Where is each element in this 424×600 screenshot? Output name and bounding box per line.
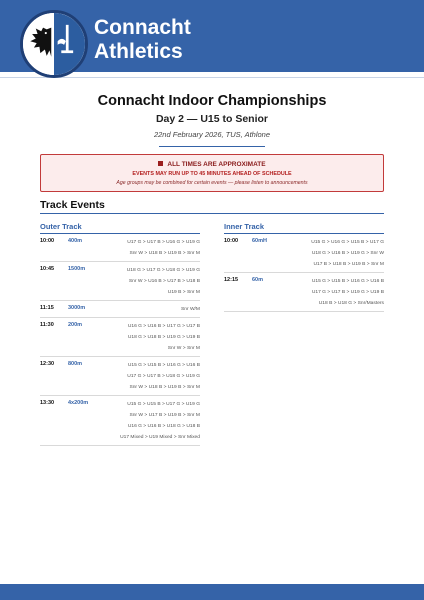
event-time: 11:30 xyxy=(40,322,54,328)
brand-line-2: Athletics xyxy=(94,40,183,63)
age-group-order xyxy=(104,360,200,393)
event-name: 4x200m xyxy=(68,400,89,406)
inner-event-list xyxy=(224,234,384,312)
age-group-line: U18 G > U16 B > U19 G > Snr W xyxy=(311,251,384,256)
title-divider xyxy=(159,146,265,147)
timing-notice xyxy=(40,154,384,192)
age-group-line: U17 G > U17 B > U18 G > U19 G xyxy=(127,374,200,379)
age-group-order xyxy=(104,265,200,298)
age-group-line: Snr W > U18 B > U19 B > Snr M xyxy=(129,251,200,256)
date-venue: 22nd February 2026, TUS, Athlone xyxy=(153,130,271,139)
column-title-outer: Outer Track xyxy=(40,222,82,231)
age-group-line: U15 G > U15 B > U16 G > U16 B xyxy=(311,279,384,284)
page-title: Connacht Indoor Championships xyxy=(97,93,327,109)
event-row xyxy=(40,301,200,318)
age-group-line: Snr W > U18 B > U19 B > Snr M xyxy=(129,385,200,390)
brand-name xyxy=(94,16,191,64)
event-row xyxy=(224,234,384,273)
event-time: 13:30 xyxy=(40,400,55,406)
connacht-athletics-logo xyxy=(20,10,88,78)
age-group-order xyxy=(288,237,384,270)
footer-bar xyxy=(0,584,424,600)
event-time: 11:15 xyxy=(40,305,54,311)
age-group-line: U19 B > Snr M xyxy=(167,290,200,295)
eagle-and-sword-icon xyxy=(23,13,85,75)
event-time: 10:00 xyxy=(40,238,55,244)
event-name: 400m xyxy=(68,238,83,244)
notice-heading-text: ALL TIMES ARE APPROXIMATE xyxy=(167,161,266,168)
event-name: 200m xyxy=(68,322,83,328)
event-name: 60m xyxy=(252,277,264,283)
event-row xyxy=(40,318,200,357)
age-group-order xyxy=(104,304,200,315)
age-group-line: Snr W > Snr M xyxy=(167,346,200,351)
age-group-line: U17 Mixed > U19 Mixed > Snr Mixed xyxy=(120,435,200,440)
notice-note: Age groups may be combined for certain events — please listen to announcements xyxy=(116,180,308,186)
age-group-line: Snr W/M xyxy=(180,307,200,312)
notice-subheading: EVENTS MAY RUN UP TO 45 MINUTES AHEAD OF SCHEDULE xyxy=(132,171,292,177)
age-group-line: U18 B > U18 G > Snr/Masters xyxy=(318,301,384,306)
brand-line-1: Connacht xyxy=(94,16,191,39)
event-row xyxy=(40,262,200,301)
section-divider xyxy=(40,213,384,214)
event-name: 60mH xyxy=(252,238,267,244)
age-group-line: U15 G > U15 B > U17 G > U19 G xyxy=(127,402,200,407)
inner-track-column xyxy=(224,222,384,312)
page-subtitle: Day 2 — U15 to Senior xyxy=(155,113,269,125)
event-time: 12:30 xyxy=(40,361,55,367)
age-group-line: U17 B > U18 B > U19 B > Snr M xyxy=(313,262,384,267)
age-group-line: U16 G > U16 B > U17 G > U17 B xyxy=(127,324,200,329)
event-row xyxy=(40,234,200,262)
event-name: 800m xyxy=(68,361,83,367)
notice-heading xyxy=(41,160,383,169)
outer-event-list xyxy=(40,234,200,446)
age-group-order xyxy=(104,399,200,443)
age-group-line: Snr W > U17 B > U19 B > Snr M xyxy=(129,413,200,418)
age-group-order xyxy=(288,276,384,309)
age-group-line: U18 G > U17 G > U18 G > U19 G xyxy=(126,268,200,273)
age-group-line: U17 G > U17 B > U19 G > U19 B xyxy=(311,290,384,295)
event-row xyxy=(224,273,384,312)
event-row xyxy=(40,396,200,446)
age-group-order xyxy=(104,237,200,259)
event-name: 1500m xyxy=(68,266,86,272)
age-group-line: U17 G > U17 B > U16 G > U19 G xyxy=(127,240,200,245)
age-group-line: U16 G > U16 B > U18 G > U18 B xyxy=(127,424,200,429)
column-title-inner: Inner Track xyxy=(224,222,265,231)
age-group-line: Snr W > U16 B > U17 B > U18 B xyxy=(128,279,200,284)
age-group-line: U15 G > U16 G > U15 B > U17 G xyxy=(311,240,384,245)
event-time: 10:00 xyxy=(224,238,239,244)
event-time: 10:45 xyxy=(40,266,55,272)
age-group-order xyxy=(104,321,200,354)
event-row xyxy=(40,357,200,396)
section-title: Track Events xyxy=(40,199,105,211)
event-time: 12:15 xyxy=(224,277,239,283)
age-group-line: U15 G > U15 B > U16 G > U16 B xyxy=(127,363,200,368)
event-name: 3000m xyxy=(68,305,86,311)
alert-square-icon xyxy=(158,161,163,166)
age-group-line: U18 G > U18 B > U19 G > U19 B xyxy=(127,335,200,340)
outer-track-column xyxy=(40,222,200,446)
title-block xyxy=(0,92,424,147)
